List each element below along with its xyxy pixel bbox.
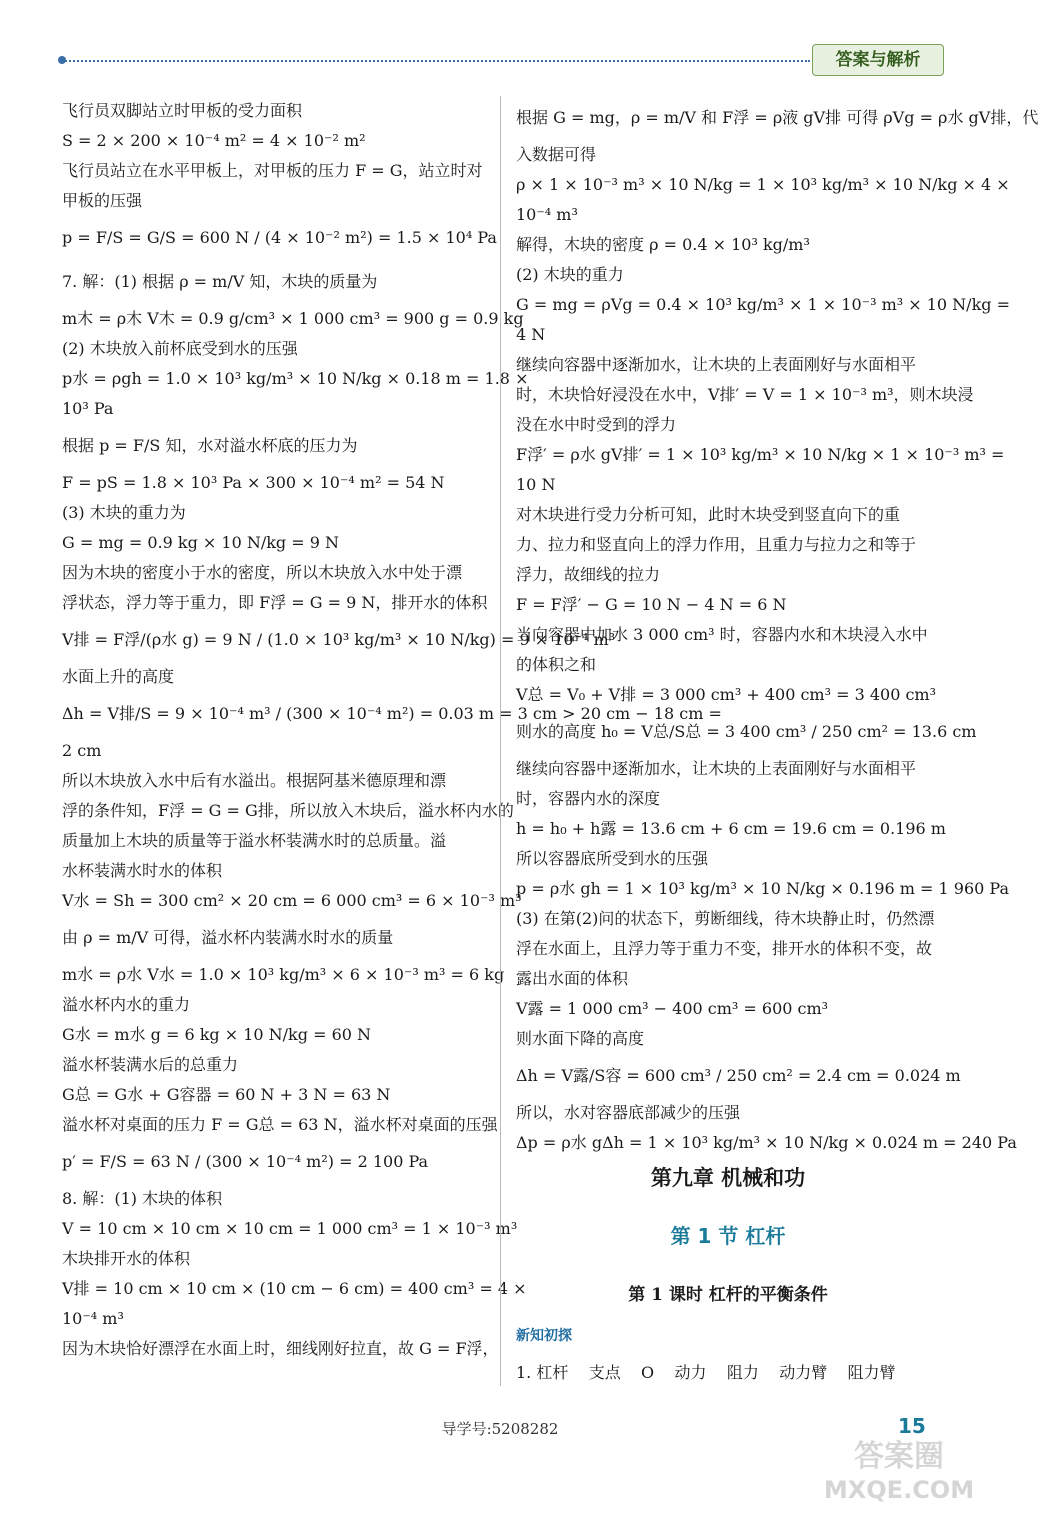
text-line: (2) 木块放入前杯底受到水的压强 [62,339,298,358]
text-line: 根据 p = F/S 知，水对溢水杯底的压力为 [62,436,358,455]
text-line: 因为木块的密度小于水的密度，所以木块放入水中处于漂 [62,563,463,582]
text-line: 水面上升的高度 [62,667,175,686]
chapter-title: 第九章 机械和功 [650,1166,806,1190]
text-line: V = 10 cm × 10 cm × 10 cm = 1 000 cm³ = 1 × 10⁻³ m³ [62,1219,518,1238]
text-line: 飞行员站立在水平甲板上，对甲板的压力 F = G，站立时对 [62,161,483,180]
text-line: p′ = F/S = 63 N / (300 × 10⁻⁴ m²) = 2 100 Pa [62,1152,429,1171]
text-line: 继续向容器中逐渐加水，让木块的上表面刚好与水面相平 [516,355,917,374]
text-line: 溢水杯内水的重力 [62,995,191,1014]
text-line: h = h₀ + h露 = 13.6 cm + 6 cm = 19.6 cm = 0.196 m [516,819,946,838]
text-line: 水杯装满水时水的体积 [62,861,223,880]
text-line: F浮′ = ρ水 gV排′ = 1 × 10³ kg/m³ × 10 N/kg × 1 × 10⁻³ m³ = [516,445,1005,464]
text-line: 4 N [516,325,546,344]
text-line: m木 = ρ木 V木 = 0.9 g/cm³ × 1 000 cm³ = 900 g = 0.9 kg [62,309,524,328]
text-line: 所以容器底所受到水的压强 [516,849,709,868]
text-line: 时，容器内水的深度 [516,789,661,808]
text-line: 则水的高度 h₀ = V总/S总 = 3 400 cm³ / 250 cm² = 13.6 cm [516,722,977,741]
text-line: 溢水杯装满水后的总重力 [62,1055,239,1074]
text-line: F = F浮′ − G = 10 N − 4 N = 6 N [516,595,787,614]
text-line: 10⁻⁴ m³ [516,205,578,224]
text-line: 入数据可得 [516,145,597,164]
text-line: 2 cm [62,741,102,760]
section-title: 第 1 节 杠杆 [670,1224,786,1248]
text-line: 因为木块恰好漂浮在水面上时，细线刚好拉直，故 G = F浮， [62,1339,499,1358]
watermark-cn: 答案圈 [854,1439,944,1474]
text-line: G = mg = 0.9 kg × 10 N/kg = 9 N [62,533,340,552]
right-column [516,96,1038,1158]
text-line: 浮在水面上，且浮力等于重力不变，排开水的体积不变，故 [516,939,933,958]
text-line: 质量加上木块的质量等于溢水杯装满水时的总质量。溢 [62,831,447,850]
text-line: 飞行员双脚站立时甲板的受力面积 [62,101,303,120]
text-line: 10³ Pa [62,399,114,418]
text-line: 由 ρ = m/V 可得，溢水杯内装满水时水的质量 [62,928,394,947]
lesson-title: 第 1 课时 杠杆的平衡条件 [628,1285,828,1305]
text-line: 所以，水对容器底部减少的压强 [516,1103,741,1122]
new-knowledge-label: 新知初探 [516,1328,572,1344]
text-line: 当向容器中加水 3 000 cm³ 时，容器内水和木块浸入水中 [516,625,928,644]
text-line: Δh = V排/S = 9 × 10⁻⁴ m³ / (300 × 10⁻⁴ m²) = 0.03 m = 3 cm > 20 cm − 18 cm = [62,704,722,723]
header-dotted-rule [62,60,810,62]
text-line: 所以木块放入水中后有水溢出。根据阿基米德原理和漂 [62,771,447,790]
text-line: 浮的条件知，F浮 = G = G排，所以放入木块后，溢水杯内水的 [62,801,514,820]
text-line: 的体积之和 [516,655,597,674]
text-line: V排 = 10 cm × 10 cm × (10 cm − 6 cm) = 400 cm³ = 4 × [62,1279,527,1298]
text-line: 7. 解：(1) 根据 ρ = m/V 知，木块的质量为 [62,272,378,291]
text-line: p = ρ水 gh = 1 × 10³ kg/m³ × 10 N/kg × 0.196 m = 1 960 Pa [516,879,1010,898]
footer-guide-number: 导学号:5208282 [441,1420,559,1438]
text-line: G = mg = ρVg = 0.4 × 10³ kg/m³ × 1 × 10⁻³ m³ × 10 N/kg = [516,295,1010,314]
text-line: 没在水中时受到的浮力 [516,415,677,434]
text-line: 溢水杯对桌面的压力 F = G总 = 63 N，溢水杯对桌面的压强 [62,1115,498,1134]
text-line: 10⁻⁴ m³ [62,1309,124,1328]
text-line: 露出水面的体积 [516,969,629,988]
text-line: p = F/S = G/S = 600 N / (4 × 10⁻² m²) = 1.5 × 10⁴ Pa [62,228,497,247]
text-line: (2) 木块的重力 [516,265,624,284]
text-line: (3) 木块的重力为 [62,503,186,522]
text-line: V排 = F浮/(ρ水 g) = 9 N / (1.0 × 10³ kg/m³ × 10 N/kg) = 9 × 10⁻⁴ m³ [62,630,616,649]
text-line: (3) 在第(2)问的状态下，剪断细线，待木块静止时，仍然漂 [516,909,935,928]
text-line: V总 = V₀ + V排 = 3 000 cm³ + 400 cm³ = 3 400 cm³ [516,685,937,704]
text-line: 解得，木块的密度 ρ = 0.4 × 10³ kg/m³ [516,235,810,254]
text-line: 对木块进行受力分析可知，此时木块受到竖直向下的重 [516,505,901,524]
text-line: 木块排开水的体积 [62,1249,191,1268]
text-line: 继续向容器中逐渐加水，让木块的上表面刚好与水面相平 [516,759,917,778]
text-line: V露 = 1 000 cm³ − 400 cm³ = 600 cm³ [516,999,829,1018]
watermark-en: MXQE.COM [823,1476,975,1504]
text-line: G总 = G水 + G容器 = 60 N + 3 N = 63 N [62,1085,391,1104]
text-line: 浮状态，浮力等于重力，即 F浮 = G = 9 N，排开水的体积 [62,593,488,612]
watermark-logo [814,1432,984,1506]
text-line: p水 = ρgh = 1.0 × 10³ kg/m³ × 10 N/kg × 0.18 m = 1.8 × [62,369,529,388]
text-line: V水 = Sh = 300 cm² × 20 cm = 6 000 cm³ = 6 × 10⁻³ m³ [62,891,522,910]
text-line: 力、拉力和竖直向上的浮力作用，且重力与拉力之和等于 [516,535,917,554]
text-line: F = pS = 1.8 × 10³ Pa × 300 × 10⁻⁴ m² = 54 N [62,473,445,492]
page-number: 15 [898,1414,926,1438]
text-line: Δh = V露/S容 = 600 cm³ / 250 cm² = 2.4 cm = 0.024 m [516,1066,961,1085]
text-line: 则水面下降的高度 [516,1029,645,1048]
text-line: 甲板的压强 [62,191,143,210]
header-answer-tag: 答案与解析 [812,44,944,76]
text-line: m水 = ρ水 V水 = 1.0 × 10³ kg/m³ × 6 × 10⁻³ m³ = 6 kg [62,965,505,984]
text-line: Δp = ρ水 gΔh = 1 × 10³ kg/m³ × 10 N/kg × 0.024 m = 240 Pa [516,1133,1017,1152]
column-divider [500,96,501,1386]
text-line: 10 N [516,475,556,494]
text-line: ρ × 1 × 10⁻³ m³ × 10 N/kg = 1 × 10³ kg/m³ × 10 N/kg × 4 × [516,175,1010,194]
text-line: 根据 G = mg，ρ = m/V 和 F浮 = ρ液 gV排 可得 ρVg = ρ水 gV排，代 [516,108,1038,127]
text-line: 时，木块恰好浸没在水中，V排′ = V = 1 × 10⁻³ m³，则木块浸 [516,385,974,404]
answer-line: 1. 杠杆 支点 O 动力 阻力 动力臂 阻力臂 [516,1363,896,1382]
text-line: 8. 解：(1) 木块的体积 [62,1189,223,1208]
text-line: S = 2 × 200 × 10⁻⁴ m² = 4 × 10⁻² m² [62,131,366,150]
text-line: G水 = m水 g = 6 kg × 10 N/kg = 60 N [62,1025,372,1044]
text-line: 浮力，故细线的拉力 [516,565,661,584]
